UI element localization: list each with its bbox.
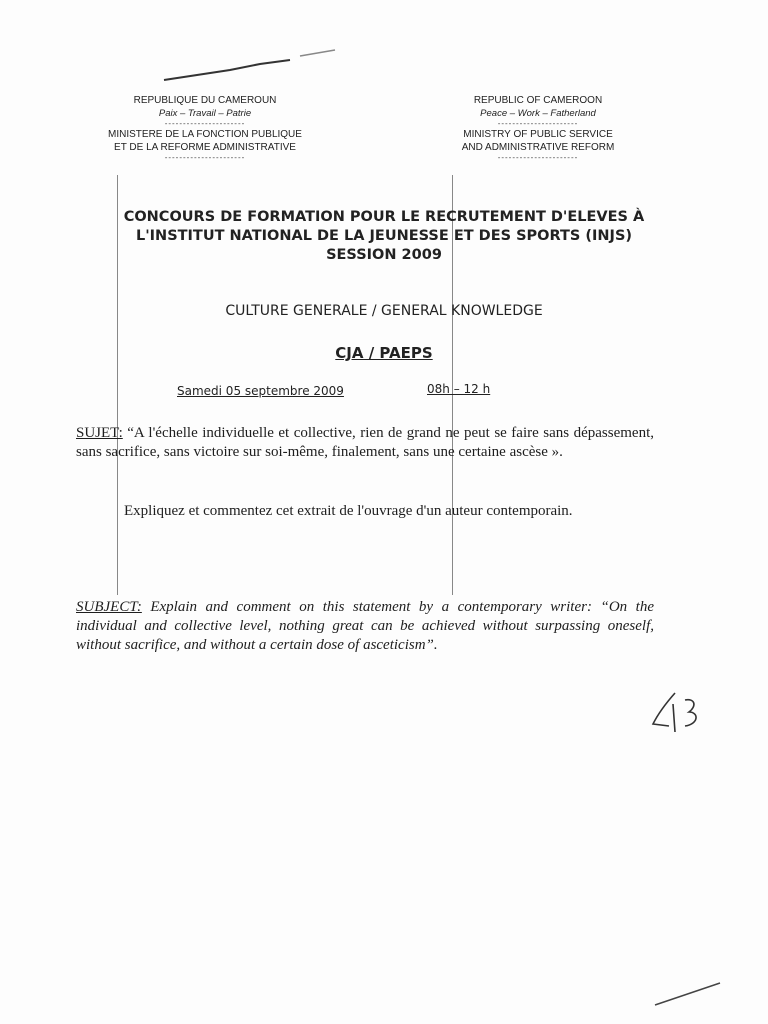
scan-corner-mark <box>650 975 730 1015</box>
country-en: REPUBLIC OF CAMEROON <box>473 95 603 106</box>
header-french <box>90 94 320 162</box>
title-line3: SESSION 2009 <box>326 247 442 263</box>
subject-en-label: SUBJECT: <box>76 599 142 615</box>
ministry-en-line1: MINISTRY OF PUBLIC SERVICE <box>463 129 613 140</box>
subject-en-text: Explain and comment on this statement by a contemporary writer: “On the individual and collective level, nothing great can be achieved without surpassing oneself, without sacrifice, and without a certain dose of asceticism”. <box>76 599 654 653</box>
exam-code: CJA / PAEPS <box>335 344 433 362</box>
separator: ---------------------- <box>164 119 246 128</box>
motto-en: Peace – Work – Fatherland <box>480 108 596 119</box>
separator: ---------------------- <box>164 153 246 162</box>
sujet-text: “A l'échelle individuelle et collective, rien de grand ne peut se faire sans dépassement, sans sacrifice, sans victoire sur soi-même, finalement, sans une certaine ascèse ». <box>76 425 654 460</box>
scan-smudge-top <box>160 40 340 90</box>
exam-date: Samedi 05 septembre 2009 <box>177 384 344 398</box>
exam-time: 08h – 12 h <box>427 382 491 396</box>
separator: ---------------------- <box>497 153 579 162</box>
country-fr: REPUBLIQUE DU CAMEROUN <box>133 95 277 106</box>
header-english <box>423 94 653 162</box>
ministry-fr-line1: MINISTERE DE LA FONCTION PUBLIQUE <box>108 129 302 140</box>
subject-en-paragraph <box>76 598 654 655</box>
motto-fr: Paix – Travail – Patrie <box>158 108 252 119</box>
exam-title <box>40 208 728 265</box>
separator: ---------------------- <box>497 119 579 128</box>
subject-title: CULTURE GENERALE / GENERAL KNOWLEDGE <box>225 303 543 319</box>
title-line1: CONCOURS DE FORMATION POUR LE RECRUTEMENT D'ELEVES À <box>123 209 645 225</box>
ministry-fr-line2: ET DE LA REFORME ADMINISTRATIVE <box>114 142 296 153</box>
sujet-paragraph <box>76 424 654 462</box>
instruction-paragraph: Expliquez et commentez cet extrait de l'ouvrage d'un auteur contemporain. <box>124 503 573 519</box>
handwritten-mark <box>645 688 705 738</box>
sujet-label: SUJET: <box>76 425 123 441</box>
ministry-en-line2: AND ADMINISTRATIVE REFORM <box>461 142 615 153</box>
title-line2: L'INSTITUT NATIONAL DE LA JEUNESSE ET DES SPORTS (INJS) <box>135 228 633 244</box>
